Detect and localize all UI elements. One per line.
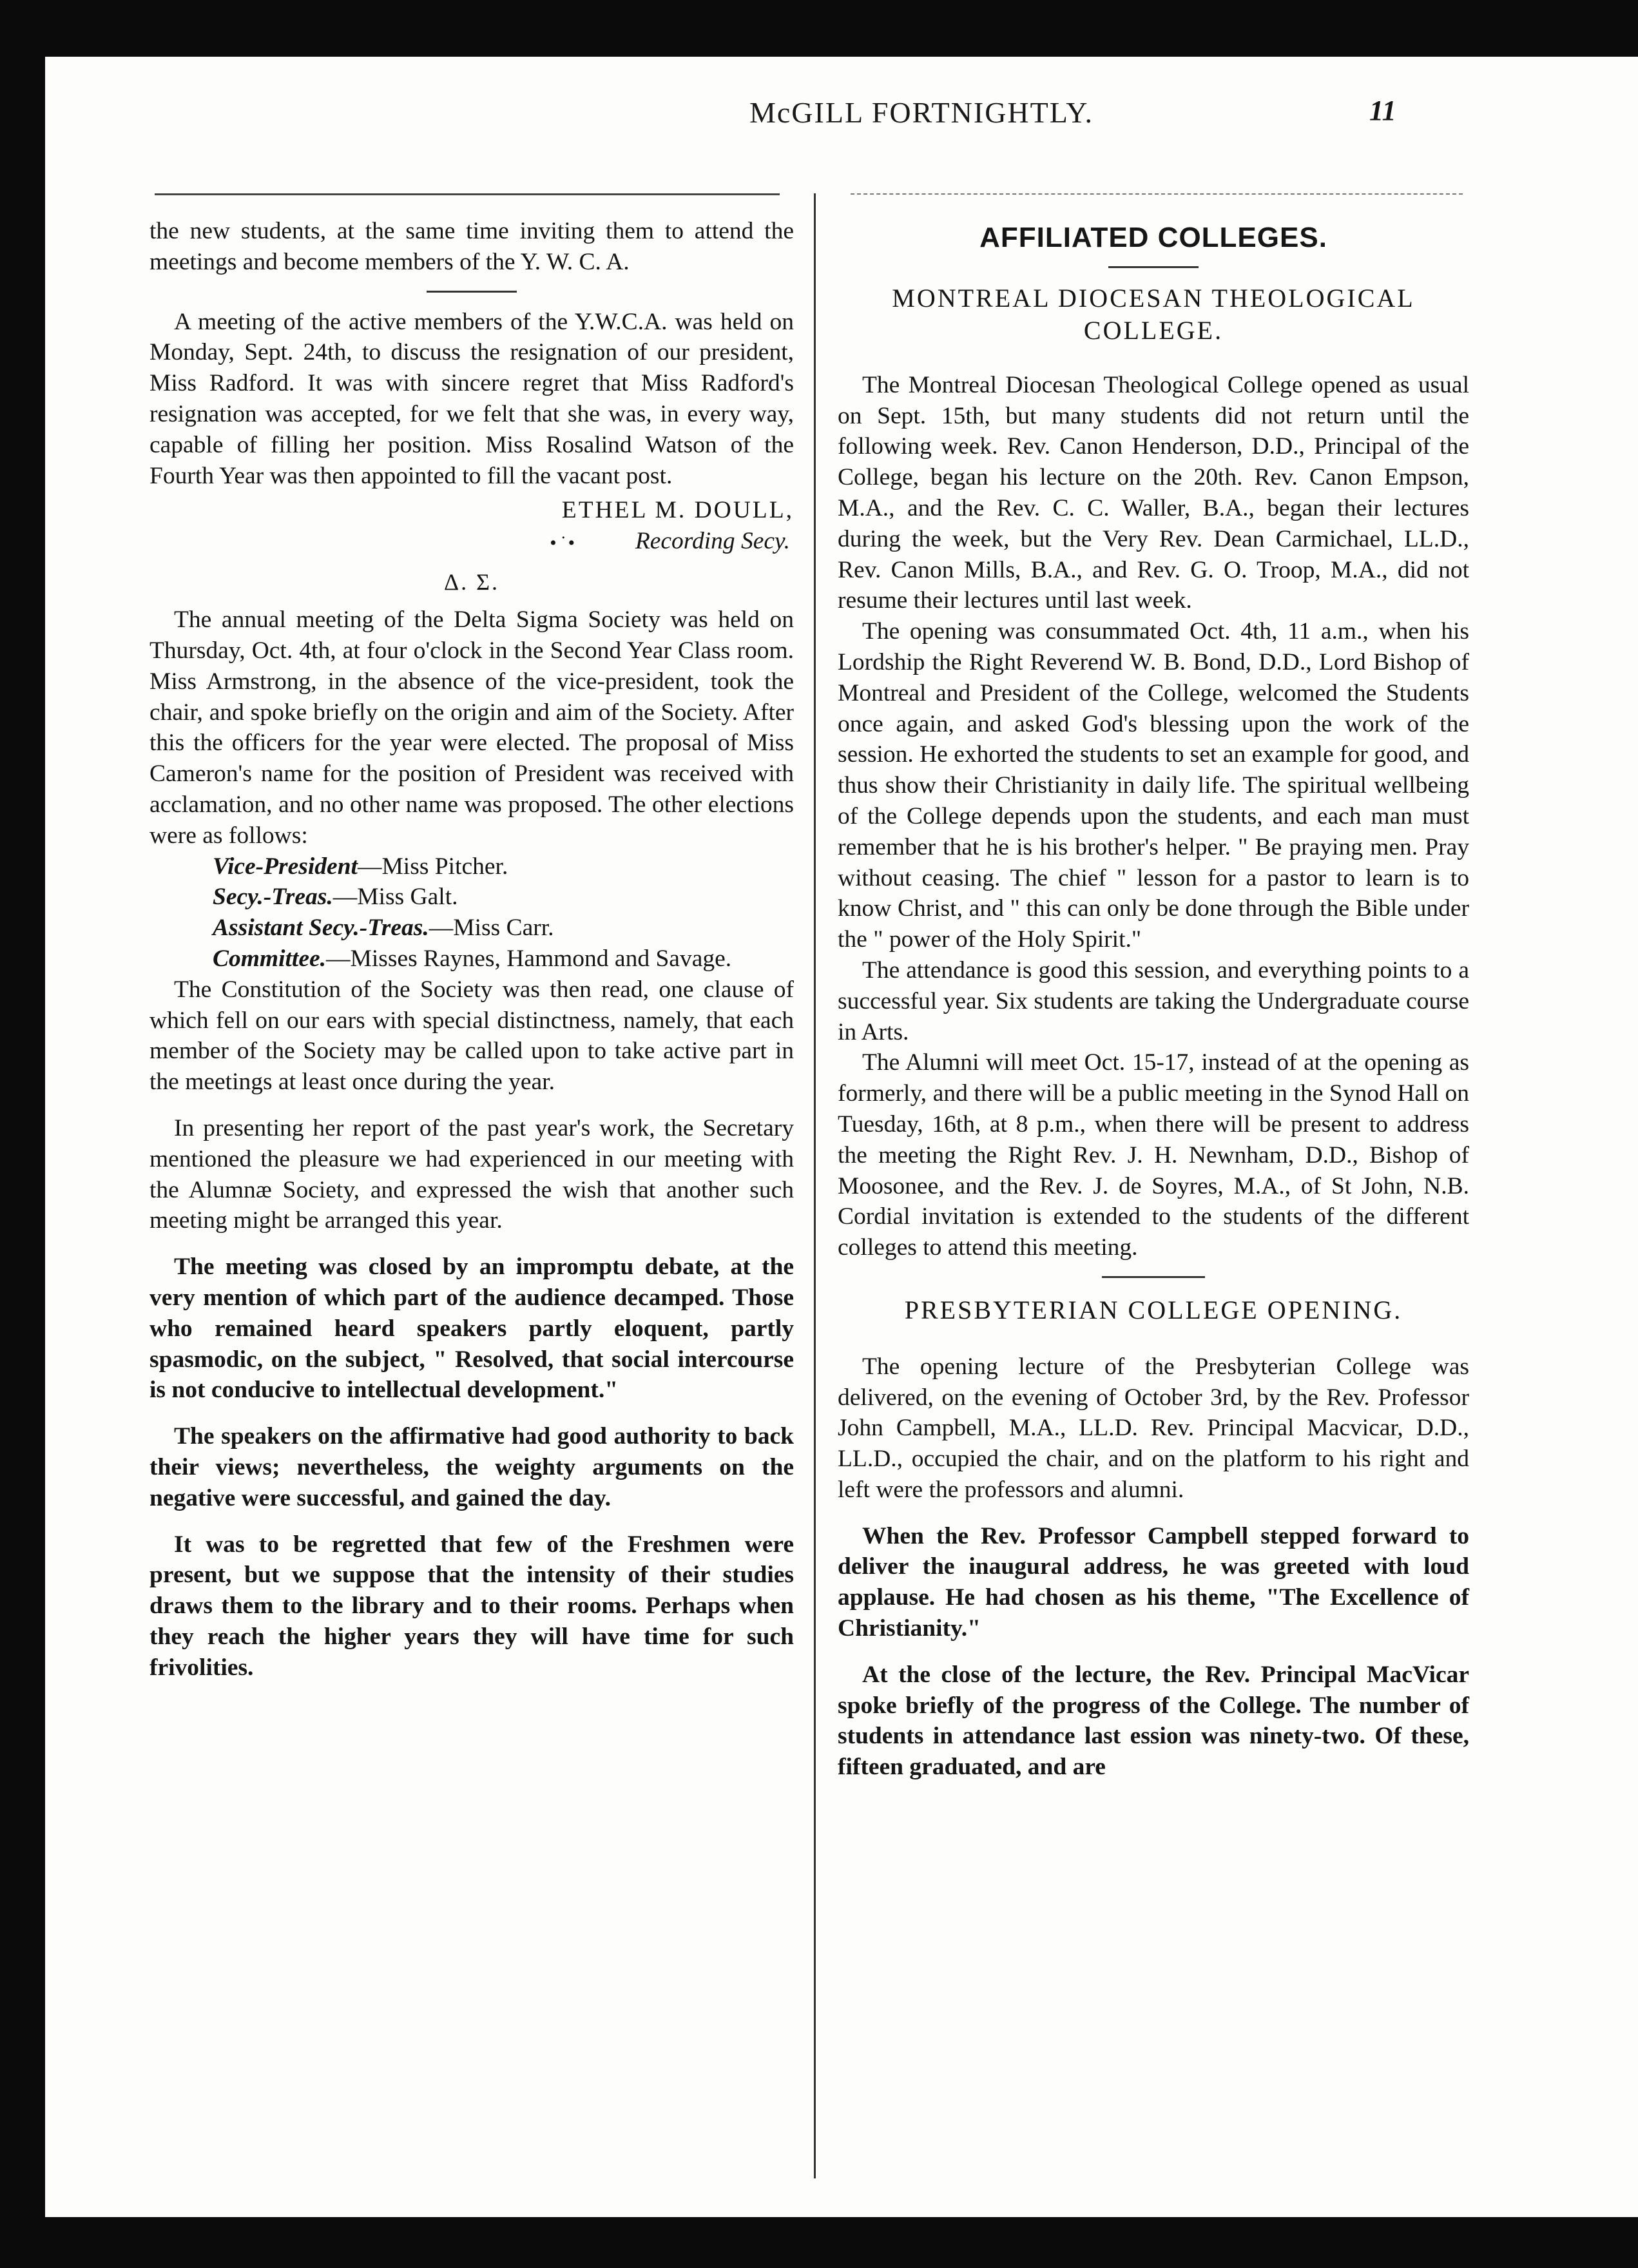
- scan-border-bottom: [0, 2217, 1638, 2268]
- scan-border-left: [0, 0, 45, 2268]
- officer-title: Vice-President: [213, 853, 358, 880]
- report-paragraph: In presenting her report of the past year's work, the Secretary mentioned the pleasure we had experienced in our meeting with the Alumnæ Society, and expressed the wish that another such meeting might be arranged this year.: [149, 1115, 794, 1234]
- left-column: [149, 216, 794, 1683]
- page-number: 11: [1369, 95, 1396, 126]
- diocesan-alumni-paragraph: The Alumni will meet Oct. 15-17, instead of at the opening as formerly, and there will be a public meeting in the Synod Hall on Tuesday, 16th, at 8 p.m., when there will be present to address the meeting the Right Rev. J. H. Newnham, D.D., Bishop of Moosonee, and the Rev. J. de Soyres, M.A., of St John, N.B. Cordial invitation is extended to the students of the different colleges to attend this meeting.: [838, 1049, 1469, 1261]
- officer-names: —Miss Galt.: [332, 884, 458, 911]
- constitution-paragraph: The Constitution of the Society was then read, one clause of which fell on our ears with special distinctness, namely, that each member of the Society may be called upon to take active part in the meetings at least once during the year.: [149, 976, 794, 1096]
- delta-sigma-paragraph: The annual meeting of the Delta Sigma Society was held on Thursday, Oct. 4th, at four o'clock in the Second Year Class room. Miss Armstrong, in the absence of the vice-president, took the chair, and spoke briefly on the origin and aim of the Society. After this the officers for the year were elected. The proposal of Miss Cameron's name for the position of President was received with acclamation, and no other name was proposed. The other elections were as follows:: [149, 606, 794, 849]
- officer-names: —Miss Pitcher.: [357, 853, 508, 880]
- officer-names: —Misses Raynes, Hammond and Savage.: [326, 945, 732, 973]
- presbyterian-paragraph: The opening lecture of the Presbyterian College was delivered, on the evening of October 3rd, by the Rev. Professor John Campbell, M.A., LL.D. Rev. Principal Macvicar, D.D., LL.D., occupied the chair, and on the platform to his right and left were the professors and alumni.: [838, 1353, 1469, 1503]
- officer-names: —Miss Carr.: [429, 915, 554, 942]
- officer-line: [149, 882, 794, 913]
- section-rule: [427, 291, 517, 293]
- affiliated-colleges-heading: AFFILIATED COLLEGES.: [979, 222, 1327, 253]
- officer-line: [149, 944, 794, 974]
- ywca-meeting-paragraph: A meeting of the active members of the Y.W.C.A. was held on Monday, Sept. 24th, to discuss the resignation of our president, Miss Radford. It was with sincere regret that Miss Radford's resignation was accepted, for we felt that she was, in every way, capable of filling her position. Miss Rosalind Watson of the Fourth Year was then appointed to fill the vacant post.: [149, 308, 794, 489]
- ornament-dots-icon: •˙•: [549, 532, 577, 554]
- officer-title: Assistant Secy.-Treas.: [213, 915, 429, 942]
- diocesan-opening-paragraph: The opening was consummated Oct. 4th, 11 a.m., when his Lordship the Right Reverend W. B. Bond, D.D., Lord Bishop of Montreal and President of the College, welcomed the Students once again, and asked God's blessing upon the work of the session. He exhorted the students to set an example for good, and thus show their Christianity in daily life. The spiritual wellbeing of the College depends upon the students, and each man must remember that he is his brother's helper. " Be praying men. Pray without ceasing. The chief " lesson for a pastor to learn is to know Christ, and " this can only be done through the Bible under the " power of the Holy Spirit.": [838, 618, 1469, 953]
- right-column: [838, 216, 1469, 1783]
- freshmen-paragraph: It was to be regretted that few of the Freshmen were present, but we suppose that the intensity of their studies draws them to the library and to their rooms. Perhaps when they reach the higher years they will have time for such frivolities.: [149, 1531, 794, 1681]
- officer-title: Committee.: [213, 945, 327, 973]
- header-rule-right: [851, 193, 1463, 195]
- delta-sigma-heading: Δ. Σ.: [443, 569, 500, 596]
- signature-role: Recording Secy.: [635, 528, 790, 555]
- officer-line: [149, 851, 794, 882]
- section-rule: [1108, 266, 1199, 268]
- presbyterian-college-heading: PRESBYTERIAN COLLEGE OPENING.: [904, 1295, 1403, 1324]
- scan-border-top: [0, 0, 1638, 57]
- diocesan-college-heading: MONTREAL DIOCESAN THEOLOGICAL COLLEGE.: [892, 283, 1415, 345]
- presbyterian-progress-paragraph: At the close of the lecture, the Rev. Principal MacVicar spoke briefly of the progress of the College. The number of students in attendance last ession was ninety-two. Of these, fifteen graduated, and are: [838, 1661, 1469, 1781]
- debate-paragraph: The meeting was closed by an impromptu debate, at the very mention of which part of the audience decamped. Those who remained heard speakers partly eloquent, partly spasmodic, on the subject, " Resolved, that social intercourse is not conducive to intellectual development.": [149, 1254, 794, 1404]
- presbyterian-address-paragraph: When the Rev. Professor Campbell stepped forward to deliver the inaugural address, he was greeted with loud applause. He had chosen as his theme, "The Excellence of Christianity.": [838, 1522, 1469, 1642]
- column-divider: [814, 193, 816, 2178]
- officer-line: [149, 913, 794, 944]
- speakers-paragraph: The speakers on the affirmative had good authority to back their views; nevertheless, the weighty arguments on the negative were successful, and gained the day.: [149, 1423, 794, 1511]
- header-rule-left: [155, 193, 780, 195]
- signature-role-line: [149, 526, 794, 558]
- ywca-intro-paragraph: the new students, at the same time inviting them to attend the meetings and become members of the Y. W. C. A.: [149, 218, 794, 275]
- signature-name: ETHEL M. DOULL,: [561, 497, 794, 524]
- running-title: McGILL FORTNIGHTLY.: [749, 96, 1094, 129]
- section-rule: [1102, 1276, 1205, 1278]
- officer-title: Secy.-Treas.: [213, 884, 333, 911]
- diocesan-attendance-paragraph: The attendance is good this session, and everything points to a successful year. Six students are taking the Undergraduate course in Arts.: [838, 956, 1469, 1045]
- diocesan-paragraph: The Montreal Diocesan Theological College opened as usual on Sept. 15th, but many students did not return until the following week. Rev. Canon Henderson, D.D., Principal of the College, began his lecture on the 20th. Rev. Canon Empson, M.A., and the Rev. C. C. Waller, B.A., began their lectures during the week, but the Very Rev. Dean Carmichael, LL.D., Rev. Canon Mills, B.A., and Rev. G. O. Troop, M.A., did not resume their lectures until last week.: [838, 371, 1469, 614]
